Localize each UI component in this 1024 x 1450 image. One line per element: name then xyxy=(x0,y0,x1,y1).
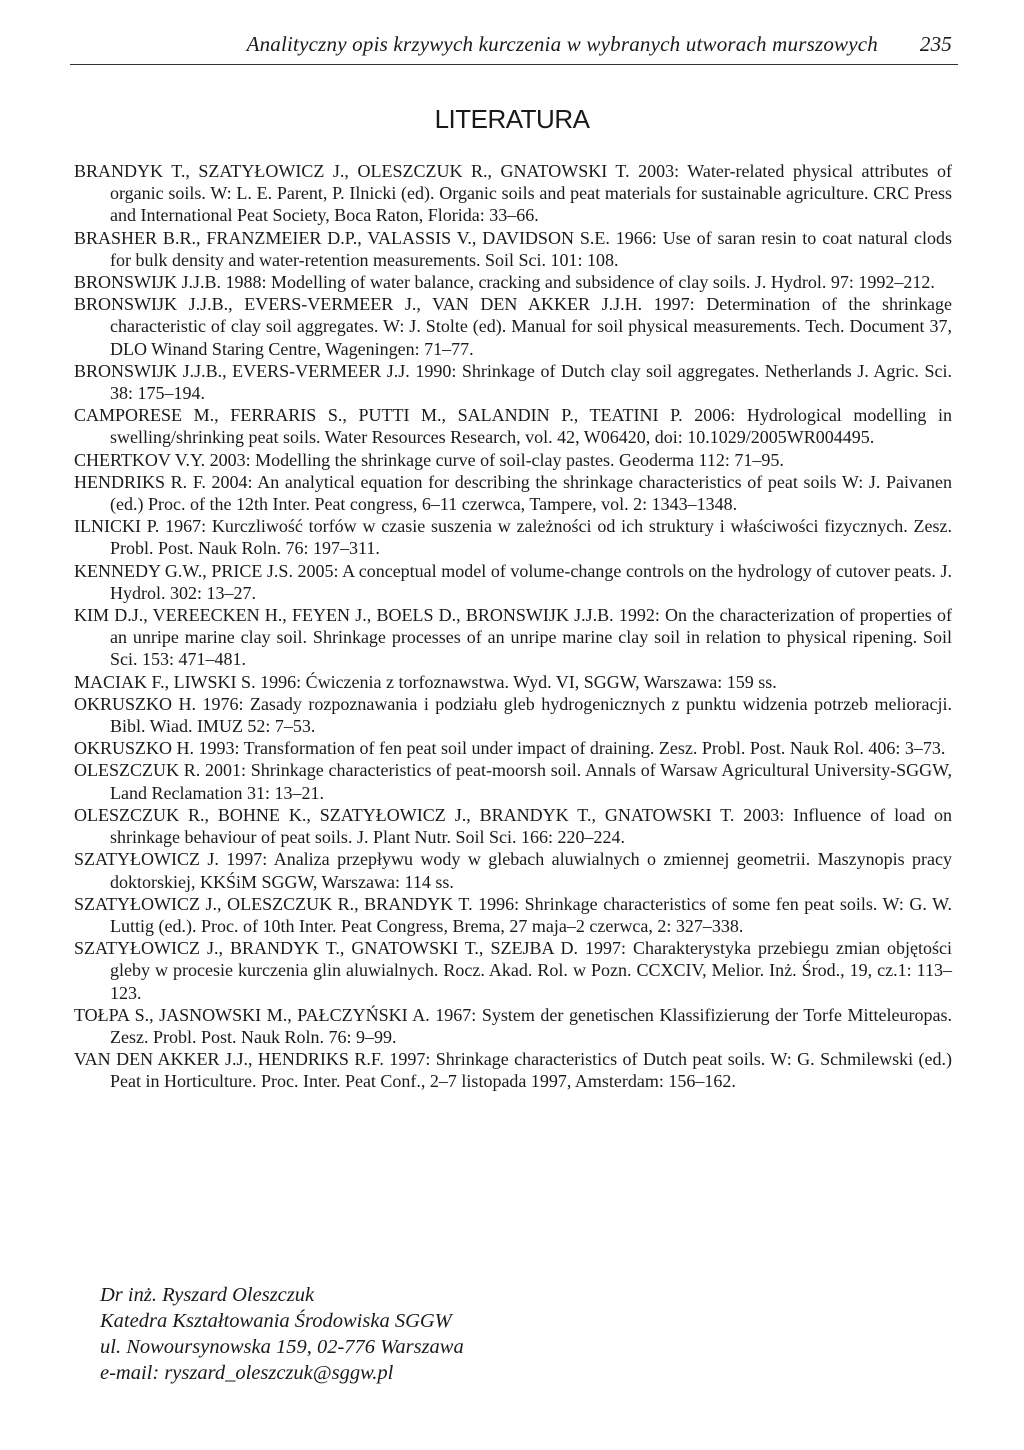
reference-item: ILNICKI P. 1967: Kurczliwość torfów w czasie suszenia w zależności od ich struktury i właściwości fizycznych. Zesz. Probl. Post. Nauk Roln. 76: 197–311. xyxy=(74,516,952,559)
reference-item: OKRUSZKO H. 1993: Transformation of fen peat soil under impact of draining. Zesz. Probl. Post. Nauk Rol. 406: 3–73. xyxy=(74,738,946,759)
running-title: Analityczny opis krzywych kurczenia w wybranych utworach murszowych xyxy=(246,32,878,56)
reference-item: BRANDYK T., SZATYŁOWICZ J., OLESZCZUK R., GNATOWSKI T. 2003: Water-related physical attributes of organic soils. W: L. E. Parent, P. Ilnicki (ed). Organic soils and peat materials for sustainable agriculture. CRC Press and International Peat Society, Boca Raton, Florida: 33–66. xyxy=(74,161,952,226)
running-header xyxy=(70,30,958,65)
reference-item: SZATYŁOWICZ J., BRANDYK T., GNATOWSKI T., SZEJBA D. 1997: Charakterystyka przebiegu zmian objętości gleby w procesie kurczenia glin aluwialnych. Rocz. Akad. Rol. w Pozn. CCXCIV, Melior. Inż. Środ., 19, cz.1: 113–123. xyxy=(74,938,952,1003)
page-number: 235 xyxy=(919,32,952,56)
reference-item: BRASHER B.R., FRANZMEIER D.P., VALASSIS V., DAVIDSON S.E. 1966: Use of saran resin to coat natural clods for bulk density and water-retention measurements. Soil Sci. 101: 108. xyxy=(74,227,952,270)
reference-item: BRONSWIJK J.J.B., EVERS-VERMEER J., VAN DEN AKKER J.J.H. 1997: Determination of the shrinkage characteristic of clay soil aggregates. W: J. Stolte (ed). Manual for soil physical measurements. Tech. Document 37, DLO Winand Staring Centre, Wageningen: 71–77. xyxy=(74,294,952,359)
reference-item: BRONSWIJK J.J.B., EVERS-VERMEER J.J. 1990: Shrinkage of Dutch clay soil aggregates. Netherlands J. Agric. Sci. 38: 175–194. xyxy=(74,360,952,404)
reference-item: TOŁPA S., JASNOWSKI M., PAŁCZYŃSKI A. 1967: System der genetischen Klassifizierung der Torfe Mitteleuropas. Zesz. Probl. Post. Nauk Roln. 76: 9–99. xyxy=(74,1004,952,1047)
reference-item: VAN DEN AKKER J.J., HENDRIKS R.F. 1997: Shrinkage characteristics of Dutch peat soils. W: G. Schmilewski (ed.) Peat in Horticulture. Proc. Inter. Peat Conf., 2–7 listopada 1997, Amsterdam: 156–162. xyxy=(74,1049,952,1092)
reference-item: BRONSWIJK J.J.B. 1988: Modelling of water balance, cracking and subsidence of clay soils. J. Hydrol. 97: 1992–212. xyxy=(74,272,935,293)
reference-item: MACIAK F., LIWSKI S. 1996: Ćwiczenia z torfoznawstwa. Wyd. VI, SGGW, Warszawa: 159 ss. xyxy=(74,671,777,692)
reference-item: CHERTKOV V.Y. 2003: Modelling the shrinkage curve of soil-clay pastes. Geoderma 112: 71–95. xyxy=(74,449,784,470)
reference-list xyxy=(74,160,952,1093)
author-name: Dr inż. Ryszard Oleszczuk xyxy=(100,1284,315,1306)
section-title: LITERATURA xyxy=(434,104,590,134)
reference-item: OKRUSZKO H. 1976: Zasady rozpoznawania i podziału gleb hydrogenicznych z punktu widzenia potrzeb melioracji. Bibl. Wiad. IMUZ 52: 7–53. xyxy=(74,693,952,737)
reference-item: OLESZCZUK R. 2001: Shrinkage characteristics of peat-moorsh soil. Annals of Warsaw Agricultural University-SGGW, Land Reclamation 31: 13–21. xyxy=(74,760,952,803)
author-address: ul. Nowoursynowska 159, 02-776 Warszawa xyxy=(100,1336,464,1358)
reference-item: KIM D.J., VEREECKEN H., FEYEN J., BOELS D., BRONSWIJK J.J.B. 1992: On the characterization of properties of an unripe marine clay soil. Shrinkage processes of an unripe marine clay soil in relation to physical ripening. Soil Sci. 153: 471–481. xyxy=(74,605,952,670)
reference-item: KENNEDY G.W., PRICE J.S. 2005: A conceptual model of volume-change controls on the hydrology of cutover peats. J. Hydrol. 302: 13–27. xyxy=(74,560,952,603)
reference-item: SZATYŁOWICZ J. 1997: Analiza przepływu wody w glebach aluwialnych o zmiennej geometrii. Maszynopis pracy doktorskiej, KKŚiM SGGW, Warszawa: 114 ss. xyxy=(74,849,952,892)
reference-item: HENDRIKS R. F. 2004: An analytical equation for describing the shrinkage characteristics of peat soils W: J. Paivanen (ed.) Proc. of the 12th Inter. Peat congress, 6–11 czerwca, Tampere, vol. 2: 1343–1348. xyxy=(74,471,952,515)
author-email: e-mail: ryszard_oleszczuk@sggw.pl xyxy=(100,1362,394,1384)
reference-item: SZATYŁOWICZ J., OLESZCZUK R., BRANDYK T. 1996: Shrinkage characteristics of some fen peat soils. W: G. W. Luttig (ed.). Proc. of 10th Inter. Peat Congress, Brema, 27 maja–2 czerwca, 2: 327–338. xyxy=(74,893,952,936)
author-department: Katedra Kształtowania Środowiska SGGW xyxy=(100,1310,452,1332)
reference-item: CAMPORESE M., FERRARIS S., PUTTI M., SALANDIN P., TEATINI P. 2006: Hydrological modelling in swelling/shrinking peat soils. Water Resources Research, vol. 42, W06420, doi: 10.1029/2005WR004495. xyxy=(74,405,952,448)
reference-item: OLESZCZUK R., BOHNE K., SZATYŁOWICZ J., BRANDYK T., GNATOWSKI T. 2003: Influence of load on shrinkage behaviour of peat soils. J. Plant Nutr. Soil Sci. 166: 220–224. xyxy=(74,804,952,848)
author-affiliation xyxy=(100,1282,464,1386)
